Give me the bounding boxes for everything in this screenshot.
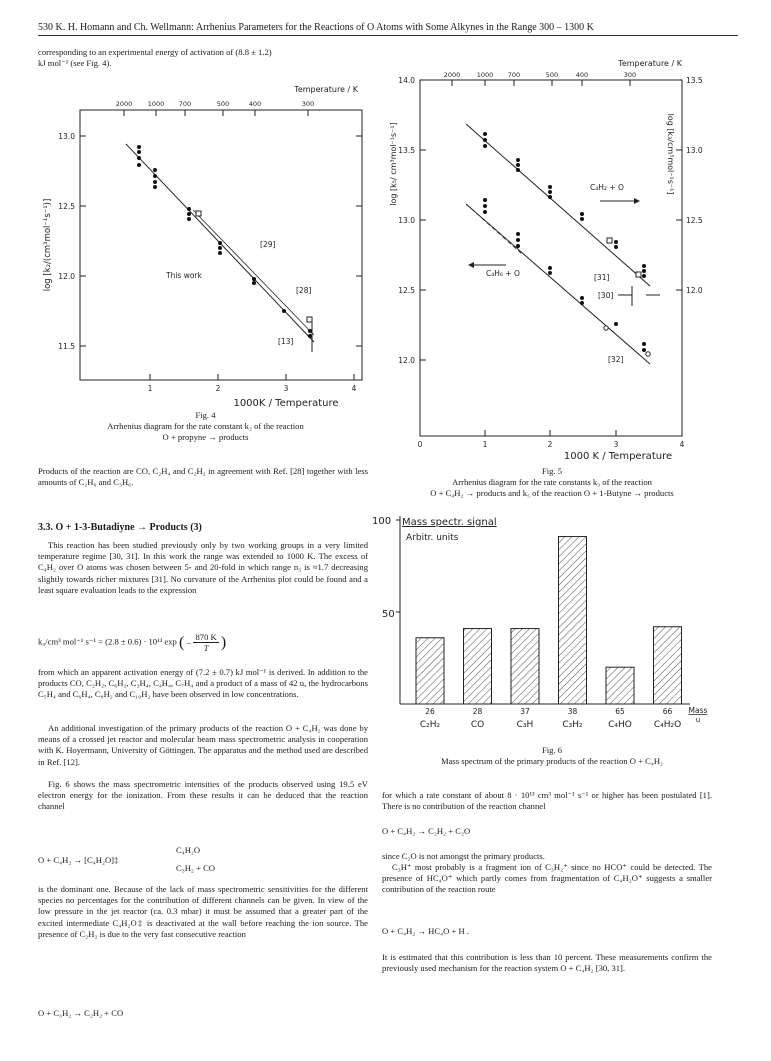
rate-equation-numerator: 870 K: [195, 632, 217, 642]
fig4-label: Fig. 4: [195, 410, 216, 420]
fig4-ref29-label: [29]: [260, 240, 276, 249]
fig4-xtick: 4: [351, 384, 357, 393]
fig5-ref32-label: [32]: [608, 355, 624, 364]
fig4-ytick: 11.5: [58, 342, 75, 351]
fig6-species-label: C₄HO: [608, 720, 632, 730]
fig4-ylabel: log [k₂/(cm³mol⁻¹s⁻¹)]: [43, 198, 53, 292]
fig5-frame: [420, 80, 682, 436]
scheme-lhs: O + C₄H₂ → [C₄H₂O]‡: [38, 855, 119, 865]
fig5-ylabel-left: log [k₅/ cm³mol⁻¹s⁻¹]: [389, 122, 398, 206]
fig5-fit-line-c4h2: [466, 124, 650, 286]
right-para-3: C₃H⁺ most probably is a fragment ion of C₃H₂⁺ since no HCO⁺ could be detected. The presence of HC₄O⁺ which partly comes from fragmentation of C₄H₂O⁺ suggests a smaller contribution of the reaction route: [382, 862, 712, 895]
fig6-mass-label: Mass: [688, 706, 708, 715]
right-para-2: since C₂O is not amongst the primary products.: [382, 851, 545, 861]
fig4-top-tick: 400: [248, 100, 262, 108]
fig4-caption: [38, 410, 373, 443]
fig5-ticks: [420, 80, 682, 436]
fig6-label: Fig. 6: [541, 745, 563, 755]
fig6-mass-tick: 28: [472, 707, 483, 716]
scheme-branch-up: C₄H₂O: [176, 845, 201, 855]
fig5-right-tick: 13.5: [686, 76, 703, 85]
fig4-arrhenius-plot: [38, 80, 373, 410]
fig4-ytick: 13.0: [58, 132, 75, 141]
fig5-xtick: 1: [482, 440, 488, 449]
fig4-ref-line: [193, 210, 314, 335]
fig5-label: Fig. 5: [541, 466, 563, 476]
fig5-left-tick: 12.5: [398, 286, 415, 295]
rate-equation-denominator: T: [203, 643, 209, 653]
fig6-species-label: C₃H₂: [562, 720, 583, 730]
fig4-ticks: [80, 110, 362, 380]
fig5-xtick: 0: [417, 440, 423, 449]
fig4-top-tick: 700: [178, 100, 192, 108]
reaction-scheme: [38, 845, 368, 875]
right-para-1: for which a rate constant of about 8 · 10¹³ cm³ mol⁻¹ s⁻¹ or higher has been postulated [1]. There is no contribution of the reaction channel: [382, 790, 712, 812]
products-paragraph: Products of the reaction are CO, C₂H₄ and C₂H₂ in agreement with Ref. [28] together with less amounts of C₂H₆ and C₃H₆.: [38, 466, 368, 488]
fig6-bar: [464, 629, 492, 704]
scheme-branch-down: C₃H₂ + CO: [176, 863, 216, 873]
fig6-mass-unit: u: [695, 716, 701, 724]
fig5-right-tick: 12.0: [686, 286, 703, 295]
fig5-ylabel-right: log [k₃/cm³mol⁻¹s⁻¹]: [666, 113, 675, 195]
consecutive-reaction: O + C₃H₂ → C₂H₂ + CO: [38, 1008, 124, 1018]
section-para-5: is the dominant one. Because of the lack of mass spectrometric sensitivities for the different species no percentages for the contribution of different channels can be given. In view of the low pressure in the jet reactor (ca. 0.3 mbar) it must be assumed that a greater part of the excited intermediate C₄H₂O‡ is deactivated at the wall before reaching the ion source. The presence of C₂H₂ is due to the very fast consecutive reaction: [38, 884, 368, 939]
intro-line-1: corresponding to an experimental energy of activation of (8.8 ± 1.2): [38, 47, 272, 57]
fig5-ref-marker: [604, 326, 608, 330]
fig5-left-tick: 14.0: [398, 76, 415, 85]
fig6-mass-tick: 65: [615, 707, 625, 716]
fig5-top-tick: 300: [623, 71, 637, 79]
fig6-species-label: C₂H₂: [419, 720, 441, 730]
section-para-4: Fig. 6 shows the mass spectrometric intensities of the products observed using 19.5 eV electron energy for the ionization. From these results it can be deduced that the reaction channel: [38, 779, 368, 812]
intro-line-2: kJ mol⁻¹ (see Fig. 4).: [38, 58, 112, 69]
fig4-ref-marker: [307, 317, 312, 322]
fig5-left-tick: 13.5: [398, 146, 415, 155]
fig6-y50-label: 50: [382, 609, 395, 620]
right-para-4: It is estimated that this contribution is less than 10 percent. These measurements confirm the previously used mechanism for the reaction system O + C₄H₂ [30, 31].: [382, 952, 712, 974]
fig6-species-label: CO: [470, 720, 485, 730]
fig5-ref-marker: [607, 238, 612, 243]
fig5-c4h2-label: C₄H₂ + O: [590, 183, 624, 192]
fig4-xtick: 1: [147, 384, 153, 393]
fig5-fit-line-c4h6: [466, 204, 650, 364]
fig6-mass-tick: 26: [425, 707, 435, 716]
fig5-top-axis-label: Temperature / K: [618, 59, 682, 68]
fig5-top-tick: 2000: [443, 71, 461, 79]
fig5-top-tick: 1000: [476, 71, 494, 79]
running-header: 530 K. H. Homann and Ch. Wellmann: Arrhenius Parameters for the Reactions of O Atoms with Some Alkynes in the Range 300 – 1300 K: [38, 22, 738, 36]
fig4-top-tick: 300: [301, 100, 315, 108]
section-title: 3.3. O + 1-3-Butadiyne → Products (3): [38, 522, 202, 533]
fig4-top-tick: 500: [216, 100, 230, 108]
fig4-caption-1: Arrhenius diagram for the rate constant k₂ of the reaction: [107, 421, 304, 431]
fig5-top-tick: 500: [545, 71, 559, 79]
fig5-arrow-left-head: [468, 262, 474, 268]
fig5-xlabel: 1000 K / Temperature: [563, 451, 673, 462]
fig5-arrow-right-head: [634, 198, 640, 204]
fig4-xlabel: 1000K / Temperature: [233, 398, 339, 409]
fig6-mass-tick: 66: [662, 707, 673, 716]
right-eq-2: O + C₄H₂ → HC₄O + H .: [382, 926, 469, 936]
fig6-species-label: C₄H₂O: [653, 720, 682, 730]
fig5-ref-marker: [646, 352, 650, 356]
rate-equation-lhs: k₃/cm³ mol⁻¹ s⁻¹ = (2.8 ± 0.6) · 10¹³ exp: [38, 636, 177, 647]
fig5-ref31-label: [31]: [594, 273, 610, 282]
fig5-right-tick: 12.5: [686, 216, 703, 225]
fig6-bar: [559, 537, 587, 704]
fig5-caption-2: O + C₄H₂ → products and k₅ of the reaction O + 1-Butyne → products: [430, 488, 674, 498]
fig6-bars: [396, 520, 682, 730]
fig5-top-tick: 700: [507, 71, 521, 79]
fig5-left-tick: 13.0: [398, 216, 415, 225]
fig5-ref30-label: [30]: [598, 291, 614, 300]
rate-equation: k₃/cm³ mol⁻¹ s⁻¹ = (2.8 ± 0.6) · 10¹³ exp ( − $\frac{870 K}{T}$ ): [38, 632, 227, 653]
fig6-y100-label: 100: [372, 516, 392, 527]
fig4-caption-2: O + propyne → products: [162, 432, 249, 442]
section-para-3: An additional investigation of the primary products of the reaction O + C₄H₂ was done by means of a crossed jet reactor and molecular beam mass spectrometric analysis in cooperation with K. Hoyermann, University of Göttingen. The apparatus and the method used are described in Ref. [12].: [38, 723, 368, 767]
fig4-top-axis-label: Temperature / K: [294, 85, 358, 94]
fig4-ytick: 12.5: [58, 202, 75, 211]
fig4-xtick: 3: [283, 384, 289, 393]
fig6-species-label: C₃H: [516, 720, 534, 730]
fig6-subtitle: Arbitr. units: [406, 533, 459, 543]
fig4-ref28-label: [28]: [296, 286, 312, 295]
fig4-ref-marker: [196, 211, 201, 216]
fig6-title: Mass spectr. signal: [402, 517, 497, 528]
fig6-caption-text: Mass spectrum of the primary products of the reaction O + C₄H₂: [440, 756, 664, 766]
fig6-bar: [654, 627, 682, 704]
fig4-this-work-label: This work: [166, 271, 202, 280]
fig4-xtick: 2: [215, 384, 221, 393]
fig5-top-tick: 400: [575, 71, 589, 79]
fig5-xtick: 4: [679, 440, 685, 449]
fig5-points-c4h2: [483, 132, 646, 278]
fig6-mass-tick: 37: [520, 707, 530, 716]
fig5-ref-marker: [636, 272, 641, 277]
fig6-bar: [606, 667, 634, 704]
fig6-bar: [416, 638, 444, 704]
fig6-mass-tick: 38: [567, 707, 578, 716]
fig4-ref13-label: [13]: [278, 337, 294, 346]
fig6-bar: [511, 629, 539, 704]
right-eq-1: O + C₄H₂ → C₂H₂ + C₂O: [382, 826, 471, 836]
fig5-xtick: 3: [613, 440, 619, 449]
fig4-top-tick: 2000: [115, 100, 133, 108]
fig4-ytick: 12.0: [58, 272, 75, 281]
fig4-data-points: [137, 145, 312, 338]
intro-text: [38, 47, 368, 69]
fig5-caption: [372, 466, 732, 499]
fig5-right-tick: 13.0: [686, 146, 703, 155]
section-para-2: from which an apparent activation energy of (7.2 ± 0.7) kJ mol⁻¹ is derived. In addition to the products CO, C₂H₂, C₆H₂, C₃H₄, C₄H₄, C₇H₄ and a product of a mass of 42 u, the hydrocarbons C₅H₄ and C₆H₄, C₈H₂ and C₁₀H₂ have been observed in low concentrations.: [38, 667, 368, 700]
fig6-caption: [372, 745, 732, 767]
fig5-c4h6-label: C₄H₆ + O: [486, 269, 520, 278]
fig5-caption-1: Arrhenius diagram for the rate constants k₃ of the reaction: [452, 477, 652, 487]
fig5-arrhenius-plot: [382, 54, 712, 466]
fig5-left-tick: 12.0: [398, 356, 415, 365]
fig4-frame: [80, 110, 362, 380]
fig5-xtick: 2: [547, 440, 553, 449]
fig6-mass-spectrum: [372, 510, 732, 742]
fig4-top-tick: 1000: [147, 100, 165, 108]
section-para-1: This reaction has been studied previously only by two working groups in a very limited temperature regime [30, 31]. In this work the range was extended to 1000 K. The excess of C₄H₂ over O atoms was chosen between 5- and 20-fold in which range n₃ is ≈1.7 decreasing slightly towards richer mixtures [31]. No curvature of the Arrhenius plot could be found and a least square evaluation leads to the expression: [38, 540, 368, 595]
